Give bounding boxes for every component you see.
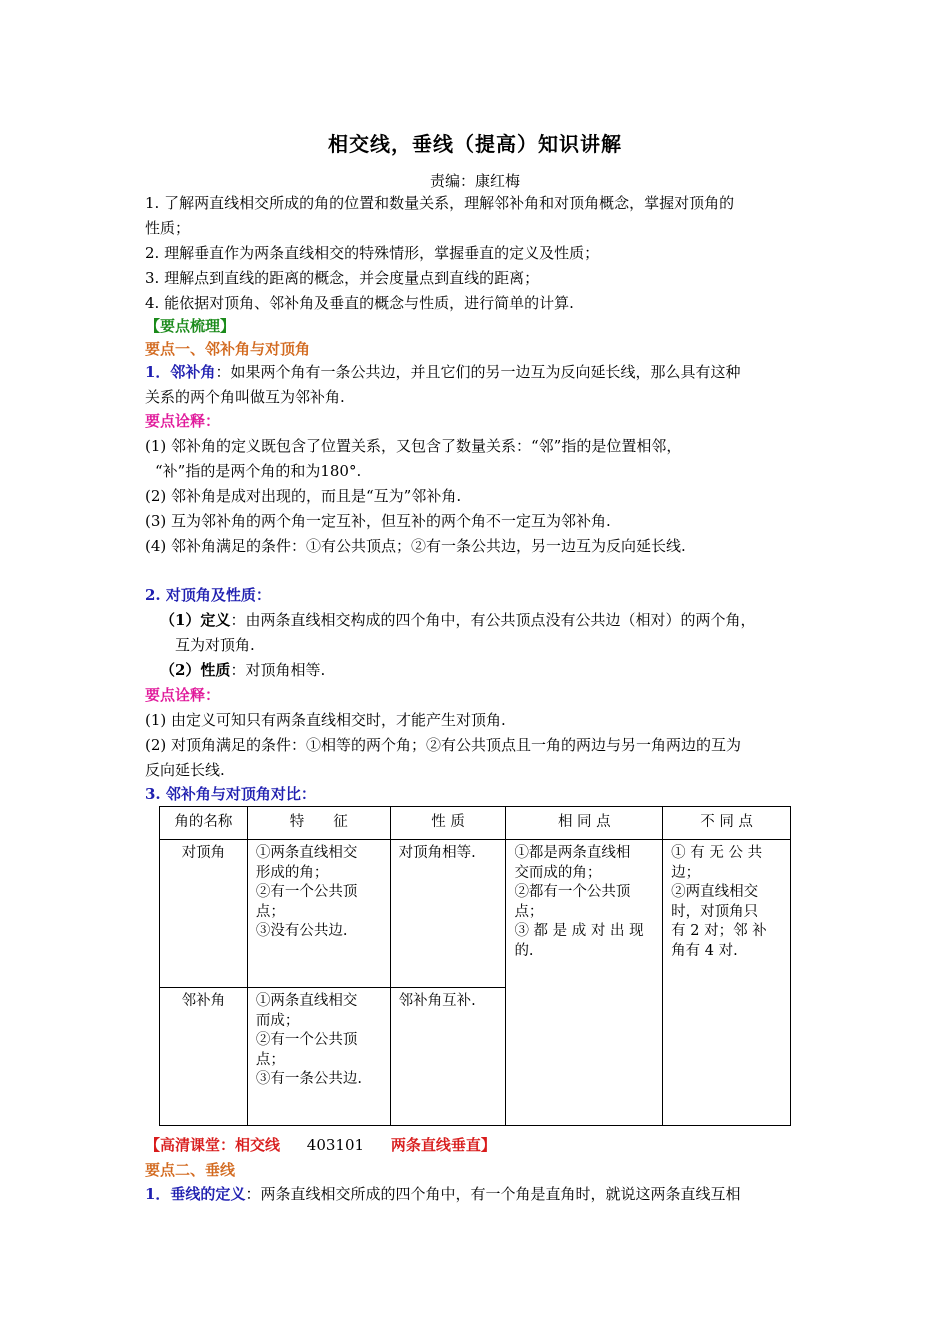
table-header-row	[160, 807, 791, 840]
objective-2: 2. 理解垂直作为两条直线相交的特殊情形，掌握垂直的定义及性质；	[145, 244, 600, 262]
header-differences: 不 同 点	[663, 807, 791, 840]
row2-feature-line: ③有一条公共边.	[255, 1071, 362, 1087]
vertical-angle-definition-cont: 互为对顶角.	[175, 636, 255, 654]
vertical-angle-heading: 2. 对顶角及性质：	[145, 586, 271, 604]
comparison-table	[159, 806, 791, 1126]
perpendicular-label: 1．垂线的定义	[145, 1185, 246, 1203]
row2-feature-line: ②有一个公共顶	[255, 1032, 358, 1048]
similarity-line: ①都是两条直线相	[514, 845, 631, 861]
row1-feature-line: ②有一个公共顶	[255, 884, 358, 900]
row1-property: 对顶角相等.	[390, 840, 506, 988]
adjacent-angle-text: ：如果两个角有一条公共边，并且它们的另一边互为反向延长线，那么具有这种	[215, 363, 741, 381]
difference-line: ②两直线相交	[671, 884, 759, 900]
table-row	[160, 840, 791, 988]
definition-label: （1）定义	[160, 611, 231, 629]
section-header: 【要点梳理】	[145, 317, 236, 335]
row2-property: 邻补角互补.	[390, 988, 506, 1126]
row2-name: 邻补角	[160, 988, 248, 1126]
header-property: 性 质	[390, 807, 506, 840]
perpendicular-definition	[145, 1184, 740, 1204]
objective-1: 1. 了解两直线相交所成的角的位置和数量关系，理解邻补角和对顶角概念，掌握对顶角的	[145, 194, 735, 212]
adjacent-angle-definition-cont: 关系的两个角叫做互为邻补角.	[145, 388, 345, 406]
row1-feature-line: 点；	[255, 903, 285, 920]
difference-line: 边；	[671, 864, 701, 881]
similarity-line: 的.	[514, 942, 534, 959]
note-4: (4) 邻补角满足的条件：①有公共顶点；②有一条公共边，另一边互为反向延长线.	[145, 537, 686, 555]
objective-1-cont: 性质；	[145, 219, 191, 237]
row1-name: 对顶角	[160, 840, 248, 988]
definition-text: ：由两条直线相交构成的四个角中，有公共顶点没有公共边（相对）的两个角，	[230, 611, 756, 629]
perpendicular-text: ：两条直线相交所成的四个角中，有一个角是直角时，就说这两条直线互相	[245, 1185, 741, 1203]
difference-line: 角有 4 对.	[671, 942, 738, 959]
vertical-angle-property	[160, 660, 325, 680]
note-1-cont: “补”指的是两个角的和为180°.	[155, 462, 362, 480]
similarity-line: 点；	[514, 903, 544, 920]
header-features: 特 征	[247, 807, 390, 840]
similarity-line: 交而成的角；	[514, 864, 602, 881]
difference-line: 有 2 对；邻 补	[671, 923, 767, 939]
note2-label: 要点诠释：	[145, 686, 221, 704]
objective-3: 3. 理解点到直线的距离的概念，并会度量点到直线的距离；	[145, 269, 540, 287]
row1-feature-line: ①两条直线相交	[255, 845, 358, 861]
difference-line: 时，对顶角只	[671, 903, 759, 920]
comparison-heading: 3. 邻补角与对顶角对比：	[145, 785, 316, 803]
row1-feature-line: 形成的角；	[255, 864, 329, 881]
row2-feature-line: ①两条直线相交	[255, 993, 358, 1009]
row1-features	[247, 840, 390, 988]
hd-class-part1: 【高清课堂：相交线	[145, 1136, 281, 1154]
point2-heading: 要点二、垂线	[145, 1161, 236, 1179]
header-angle-name: 角的名称	[160, 807, 248, 840]
note2-2-cont: 反向延长线.	[145, 761, 225, 779]
common-similarities	[506, 840, 663, 1126]
property-label: （2）性质	[160, 661, 231, 679]
row2-feature-line: 点；	[255, 1051, 285, 1068]
point1-heading: 要点一、邻补角与对顶角	[145, 340, 311, 358]
objective-4: 4. 能依据对顶角、邻补角及垂直的概念与性质，进行简单的计算.	[145, 294, 574, 312]
hd-class-part2: 两条直线垂直】	[390, 1136, 496, 1154]
note-2: (2) 邻补角是成对出现的，而且是“互为”邻补角.	[145, 487, 462, 505]
row1-feature-line: ③没有公共边.	[255, 923, 348, 939]
header-similarities: 相 同 点	[506, 807, 663, 840]
author-line: 责编：康红梅	[429, 172, 520, 190]
note-3: (3) 互为邻补角的两个角一定互补，但互补的两个角不一定互为邻补角.	[145, 512, 611, 530]
difference-line: ① 有 无 公 共	[671, 845, 763, 861]
hd-class-reference	[145, 1135, 496, 1155]
similarity-line: ③ 都 是 成 对 出 现	[514, 923, 644, 939]
similarity-line: ②都有一个公共顶	[514, 884, 631, 900]
adjacent-angle-label: 1．邻补角	[145, 363, 216, 381]
vertical-angle-definition	[160, 610, 755, 630]
row2-features	[247, 988, 390, 1126]
adjacent-angle-definition	[145, 362, 740, 382]
note-1: (1) 邻补角的定义既包含了位置关系，又包含了数量关系：“邻”指的是位置相邻，	[145, 437, 682, 455]
hd-class-code: 403101	[306, 1136, 365, 1154]
page-title: 相交线，垂线（提高）知识讲解	[328, 132, 622, 156]
row2-feature-line: 而成；	[255, 1012, 300, 1029]
note-label: 要点诠释：	[145, 412, 221, 430]
note2-1: (1) 由定义可知只有两条直线相交时，才能产生对顶角.	[145, 711, 506, 729]
note2-2: (2) 对顶角满足的条件：①相等的两个角；②有公共顶点且一角的两边与另一角两边的互为	[145, 736, 742, 754]
common-differences	[663, 840, 791, 1126]
property-text: ：对顶角相等.	[230, 661, 326, 679]
